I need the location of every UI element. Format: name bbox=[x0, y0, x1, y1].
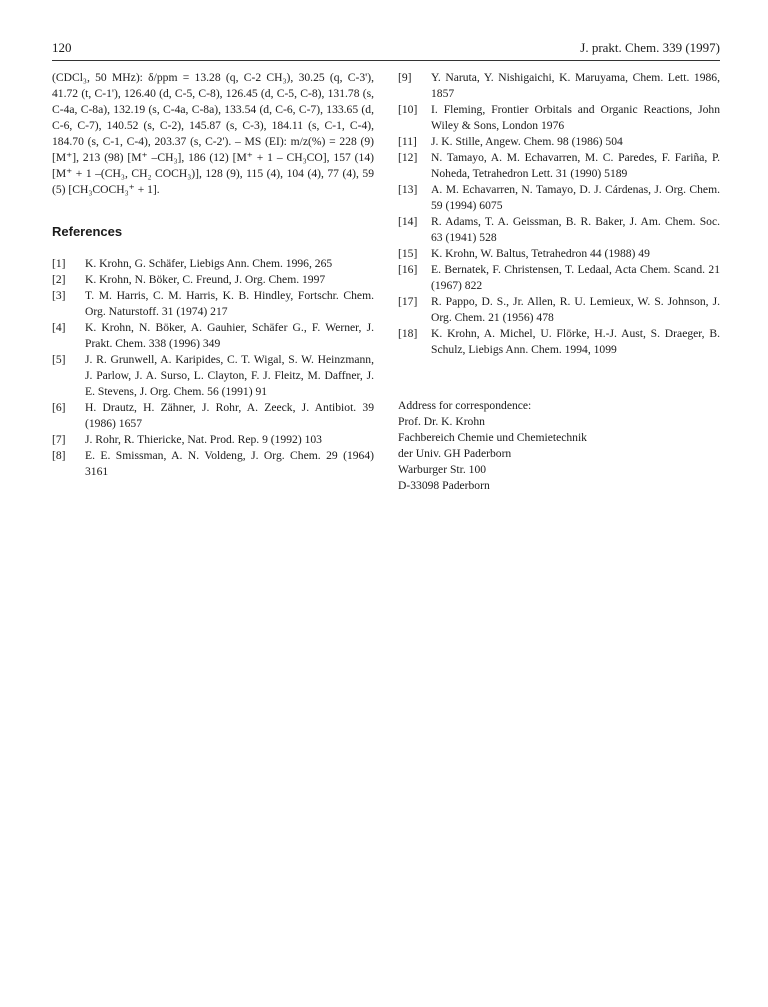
reference-item bbox=[52, 432, 374, 448]
reference-number: [5] bbox=[52, 353, 66, 366]
right-column bbox=[398, 70, 720, 494]
reference-item bbox=[398, 214, 720, 246]
reference-number: [10] bbox=[398, 103, 418, 116]
reference-item bbox=[398, 134, 720, 150]
reference-number: [12] bbox=[398, 151, 418, 164]
reference-item bbox=[52, 448, 374, 480]
reference-number: [13] bbox=[398, 183, 418, 196]
nmr-data-block bbox=[52, 70, 374, 198]
reference-text: E. Bernatek, F. Christensen, T. Ledaal, Acta Chem. Scand. 21 (1967) 822 bbox=[431, 263, 720, 292]
reference-item bbox=[52, 272, 374, 288]
reference-number: [4] bbox=[52, 321, 66, 334]
reference-item bbox=[52, 320, 374, 352]
reference-text: K. Krohn, A. Michel, U. Flörke, H.-J. Aust, S. Draeger, B. Schulz, Liebigs Ann. Chem. 1994, 1099 bbox=[431, 327, 720, 356]
reference-item bbox=[398, 246, 720, 262]
reference-number: [3] bbox=[52, 289, 66, 302]
reference-number: [16] bbox=[398, 263, 418, 276]
page-header bbox=[52, 38, 720, 58]
nmr-data-text: (CDCl₃, 50 MHz): δ/ppm = 13.28 (q, C-2 CH₃), 30.25 (q, C-3'), 41.72 (t, C-1'), 126.40 (d, C-5, C-8), 126.45 (d, C-5, C-8), 131.78 (s, C-4a, C-8a), 132.19 (s, C-4a, C-8a), 133.54 (d, C-6, C-7), 133.65 (d, C-6, C-7), 140.52 (s, C-2), 145.87 (s, C-3), 184.11 (s, C-1, C-4), 184.70 (s, C-1, C-4), 203.37 (s, C-2'). – MS (EI): m/z(%) = 228 (9) [M⁺], 213 (98) [M⁺ –CH₃], 186 (12) [M⁺ + 1 – CH₃CO], 157 (14) [M⁺ + 1 –(CH₃, CH₂ COCH₃)], 128 (9), 115 (4), 104 (4), 77 (4), 59 (5) [CH₃COCH₃⁺ + 1]. bbox=[52, 71, 374, 196]
reference-text: K. Krohn, N. Böker, C. Freund, J. Org. Chem. 1997 bbox=[85, 273, 326, 286]
reference-number: [9] bbox=[398, 71, 412, 84]
reference-number: [2] bbox=[52, 273, 66, 286]
reference-text: K. Krohn, G. Schäfer, Liebigs Ann. Chem. 1996, 265 bbox=[85, 257, 333, 270]
address-line: Fachbereich Chemie und Chemietechnik bbox=[398, 431, 587, 444]
reference-text: Y. Naruta, Y. Nishigaichi, K. Maruyama, Chem. Lett. 1986, 1857 bbox=[431, 71, 720, 100]
reference-item bbox=[398, 150, 720, 182]
references-heading: References bbox=[52, 224, 123, 239]
reference-text: I. Fleming, Frontier Orbitals and Organic Reactions, John Wiley & Sons, London 1976 bbox=[431, 103, 720, 132]
reference-number: [6] bbox=[52, 401, 66, 414]
journal-citation: J. prakt. Chem. 339 (1997) bbox=[580, 40, 720, 55]
reference-item bbox=[398, 294, 720, 326]
address-line: der Univ. GH Paderborn bbox=[398, 447, 512, 460]
reference-item bbox=[398, 326, 720, 358]
address-line: D-33098 Paderborn bbox=[398, 479, 490, 492]
reference-item bbox=[398, 262, 720, 294]
reference-text: A. M. Echavarren, N. Tamayo, D. J. Cárdenas, J. Org. Chem. 59 (1994) 6075 bbox=[431, 183, 720, 212]
reference-text: T. M. Harris, C. M. Harris, K. B. Hindley, Fortschr. Chem. Org. Naturstoff. 31 (1974) 217 bbox=[85, 289, 374, 318]
address-line: Warburger Str. 100 bbox=[398, 463, 487, 476]
reference-text: R. Pappo, D. S., Jr. Allen, R. U. Lemieux, W. S. Johnson, J. Org. Chem. 21 (1956) 478 bbox=[431, 295, 720, 324]
reference-number: [11] bbox=[398, 135, 417, 148]
reference-list-right bbox=[398, 70, 720, 358]
reference-text: J. Rohr, R. Thiericke, Nat. Prod. Rep. 9 (1992) 103 bbox=[85, 433, 322, 446]
reference-item bbox=[52, 352, 374, 400]
reference-number: [14] bbox=[398, 215, 418, 228]
reference-item bbox=[398, 102, 720, 134]
reference-text: J. R. Grunwell, A. Karipides, C. T. Wigal, S. W. Heinzmann, J. Parlow, J. A. Surso, L. Clayton, F. J. Fleitz, M. Daffner, J. E. Stevens, J. Org. Chem. 56 (1991) 91 bbox=[85, 353, 374, 398]
reference-text: J. K. Stille, Angew. Chem. 98 (1986) 504 bbox=[431, 135, 623, 148]
reference-number: [1] bbox=[52, 257, 66, 270]
reference-text: K. Krohn, W. Baltus, Tetrahedron 44 (1988) 49 bbox=[431, 247, 650, 260]
address-line: Prof. Dr. K. Krohn bbox=[398, 415, 485, 428]
reference-item bbox=[52, 400, 374, 432]
left-column bbox=[52, 70, 374, 480]
reference-text: K. Krohn, N. Böker, A. Gauhier, Schäfer G., F. Werner, J. Prakt. Chem. 338 (1996) 349 bbox=[85, 321, 374, 350]
correspondence-address bbox=[398, 398, 720, 494]
reference-text: N. Tamayo, A. M. Echavarren, M. C. Paredes, F. Fariña, P. Noheda, Tetrahedron Lett. 31 (1990) 5189 bbox=[431, 151, 720, 180]
address-line: Address for correspondence: bbox=[398, 399, 532, 412]
reference-item bbox=[52, 256, 374, 272]
reference-text: H. Drautz, H. Zähner, J. Rohr, A. Zeeck, J. Antibiot. 39 (1986) 1657 bbox=[85, 401, 374, 430]
reference-item bbox=[52, 288, 374, 320]
reference-number: [18] bbox=[398, 327, 418, 340]
reference-item bbox=[398, 182, 720, 214]
reference-number: [7] bbox=[52, 433, 66, 446]
reference-text: R. Adams, T. A. Geissman, B. R. Baker, J. Am. Chem. Soc. 63 (1941) 528 bbox=[431, 215, 720, 244]
reference-item bbox=[398, 70, 720, 102]
reference-text: E. E. Smissman, A. N. Voldeng, J. Org. Chem. 29 (1964) 3161 bbox=[85, 449, 374, 478]
reference-number: [15] bbox=[398, 247, 418, 260]
reference-list-left bbox=[52, 256, 374, 480]
page-number: 120 bbox=[52, 40, 72, 55]
reference-number: [17] bbox=[398, 295, 418, 308]
header-rule bbox=[52, 60, 720, 61]
reference-number: [8] bbox=[52, 449, 66, 462]
